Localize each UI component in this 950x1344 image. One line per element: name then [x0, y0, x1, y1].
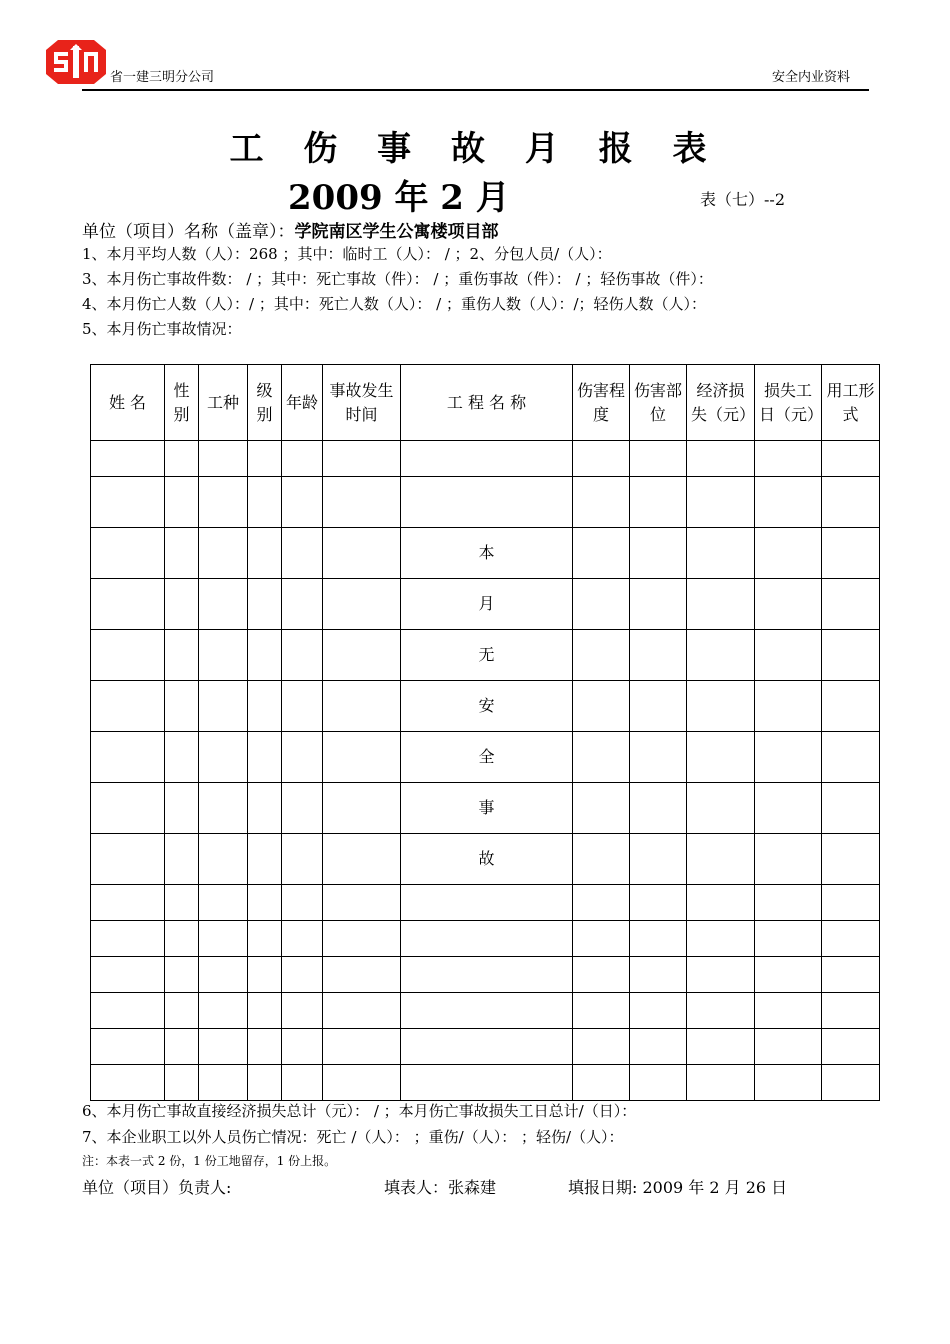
table-cell[interactable] — [282, 783, 323, 834]
table-row — [91, 1029, 880, 1065]
table-cell[interactable] — [199, 732, 248, 783]
table-cell[interactable] — [199, 1065, 248, 1101]
table-cell[interactable] — [755, 921, 822, 957]
table-cell[interactable] — [323, 441, 401, 477]
table-cell[interactable] — [282, 957, 323, 993]
unit-name: 学院南区学生公寓楼项目部 — [294, 222, 499, 242]
table-cell[interactable] — [199, 630, 248, 681]
no-accident-notice-char: 本 — [401, 528, 573, 579]
table-cell[interactable] — [282, 1029, 323, 1065]
table-cell[interactable] — [755, 630, 822, 681]
header-col-economic-loss: 经济损失（元） — [687, 365, 755, 441]
table-row — [91, 783, 880, 834]
header-col-gender: 性别 — [165, 365, 199, 441]
table-cell[interactable] — [248, 1065, 282, 1101]
table-cell[interactable] — [630, 1065, 687, 1101]
table-cell[interactable] — [573, 1029, 630, 1065]
table-cell[interactable] — [165, 477, 199, 528]
table-cell[interactable] — [573, 783, 630, 834]
table-cell[interactable] — [822, 681, 880, 732]
table-cell[interactable] — [822, 579, 880, 630]
summary-line-6: 6、本月伤亡事故直接经济损失总计（元）： / ；本月伤亡事故损失工日总计/（日）： — [82, 1102, 637, 1120]
table-cell[interactable] — [822, 993, 880, 1029]
table-cell[interactable] — [573, 885, 630, 921]
table-cell[interactable] — [282, 885, 323, 921]
table-cell[interactable] — [248, 957, 282, 993]
table-cell[interactable] — [755, 441, 822, 477]
table-cell[interactable] — [199, 681, 248, 732]
table-cell[interactable] — [573, 441, 630, 477]
table-row — [91, 477, 880, 528]
table-cell[interactable] — [687, 1029, 755, 1065]
table-cell[interactable] — [199, 885, 248, 921]
table-cell[interactable] — [91, 441, 165, 477]
table-cell[interactable] — [91, 681, 165, 732]
table-cell[interactable] — [687, 783, 755, 834]
table-cell[interactable] — [687, 732, 755, 783]
table-row — [91, 993, 880, 1029]
table-cell[interactable] — [165, 1029, 199, 1065]
table-cell[interactable] — [199, 579, 248, 630]
table-cell[interactable] — [199, 441, 248, 477]
table-cell[interactable] — [91, 528, 165, 579]
table-cell[interactable] — [755, 528, 822, 579]
header-divider — [82, 89, 869, 91]
header-col-accident-time: 事故发生时间 — [323, 365, 401, 441]
header-col-name: 姓 名 — [91, 365, 165, 441]
info-line-3: 3、本月伤亡事故件数： / ；其中：死亡事故（件）： / ；重伤事故（件）： / ；轻伤事故（件）： — [82, 270, 713, 288]
table-cell[interactable] — [248, 477, 282, 528]
table-cell[interactable] — [323, 630, 401, 681]
info-line-4: 4、本月伤亡人数（人）：/ ；其中：死亡人数（人）： / ；重伤人数（人）：/；轻伤人数（人）： — [82, 295, 707, 313]
header-col-project-name: 工 程 名 称 — [401, 365, 573, 441]
table-cell[interactable] — [630, 885, 687, 921]
table-cell[interactable] — [822, 885, 880, 921]
table-cell[interactable] — [630, 441, 687, 477]
document-category: 安全内业资料 — [772, 70, 851, 85]
table-cell[interactable] — [165, 528, 199, 579]
table-cell[interactable] — [630, 1029, 687, 1065]
table-cell[interactable] — [630, 681, 687, 732]
table-cell[interactable] — [248, 528, 282, 579]
table-cell[interactable] — [573, 630, 630, 681]
table-row — [91, 528, 880, 579]
table-cell[interactable] — [165, 681, 199, 732]
table-cell[interactable] — [822, 957, 880, 993]
table-cell[interactable] — [822, 1029, 880, 1065]
table-cell[interactable] — [822, 630, 880, 681]
table-cell[interactable] — [822, 783, 880, 834]
table-cell[interactable] — [91, 834, 165, 885]
table-cell[interactable] — [822, 441, 880, 477]
report-period: 2009 年 2 月 — [288, 178, 510, 218]
table-cell[interactable] — [822, 1065, 880, 1101]
table-cell[interactable] — [248, 921, 282, 957]
table-cell[interactable] — [91, 921, 165, 957]
table-cell[interactable] — [687, 681, 755, 732]
table-cell[interactable] — [282, 732, 323, 783]
table-cell[interactable] — [573, 834, 630, 885]
footnote: 注：本表一式 2 份，1 份工地留存，1 份上报。 — [82, 1154, 337, 1168]
table-cell[interactable] — [630, 528, 687, 579]
table-cell[interactable] — [755, 957, 822, 993]
table-cell[interactable] — [91, 783, 165, 834]
table-cell[interactable] — [248, 885, 282, 921]
table-cell[interactable] — [323, 732, 401, 783]
table-cell[interactable] — [630, 630, 687, 681]
table-cell[interactable] — [248, 732, 282, 783]
accident-table — [90, 364, 880, 1101]
table-cell[interactable] — [630, 993, 687, 1029]
no-accident-notice-char: 事 — [401, 783, 573, 834]
table-cell[interactable] — [91, 885, 165, 921]
table-cell[interactable] — [165, 732, 199, 783]
table-cell[interactable] — [755, 1065, 822, 1101]
table-cell[interactable] — [282, 681, 323, 732]
table-cell[interactable] — [573, 732, 630, 783]
table-cell[interactable] — [755, 477, 822, 528]
table-cell[interactable] — [91, 993, 165, 1029]
table-cell[interactable] — [199, 477, 248, 528]
company-logo — [44, 38, 108, 86]
table-cell[interactable] — [165, 957, 199, 993]
table-cell[interactable] — [401, 957, 573, 993]
table-cell[interactable] — [323, 477, 401, 528]
table-cell[interactable] — [755, 681, 822, 732]
table-cell[interactable] — [165, 1065, 199, 1101]
summary-line-7: 7、本企业职工以外人员伤亡情况：死亡 /（人）： ；重伤/（人）： ；轻伤/（人）： — [82, 1128, 624, 1146]
table-cell[interactable] — [687, 921, 755, 957]
table-cell[interactable] — [755, 579, 822, 630]
table-cell[interactable] — [91, 1065, 165, 1101]
table-cell[interactable] — [687, 630, 755, 681]
table-cell[interactable] — [573, 993, 630, 1029]
table-cell[interactable] — [822, 732, 880, 783]
table-cell[interactable] — [282, 477, 323, 528]
no-accident-notice-char: 无 — [401, 630, 573, 681]
table-cell[interactable] — [573, 477, 630, 528]
table-cell[interactable] — [687, 885, 755, 921]
table-header-row — [91, 365, 880, 441]
table-cell[interactable] — [323, 681, 401, 732]
table-cell[interactable] — [91, 957, 165, 993]
table-cell[interactable] — [199, 834, 248, 885]
no-accident-notice-char: 安 — [401, 681, 573, 732]
table-cell[interactable] — [687, 579, 755, 630]
table-cell[interactable] — [630, 579, 687, 630]
table-cell[interactable] — [248, 834, 282, 885]
table-cell[interactable] — [323, 528, 401, 579]
fill-date: 填报日期: 2009 年 2 月 26 日 — [568, 1178, 788, 1197]
header-col-grade: 级别 — [248, 365, 282, 441]
unit-label: 单位（项目）名称（盖章）： — [82, 222, 295, 242]
report-title: 工 伤 事 故 月 报 表 — [229, 129, 721, 169]
table-cell[interactable] — [165, 783, 199, 834]
no-accident-notice-char: 故 — [401, 834, 573, 885]
table-cell[interactable] — [248, 681, 282, 732]
table-cell[interactable] — [282, 834, 323, 885]
table-cell[interactable] — [687, 1065, 755, 1101]
table-cell[interactable] — [199, 528, 248, 579]
table-cell[interactable] — [165, 921, 199, 957]
table-cell[interactable] — [687, 528, 755, 579]
table-cell[interactable] — [248, 630, 282, 681]
table-cell[interactable] — [822, 834, 880, 885]
header-col-injury-degree: 伤害程度 — [573, 365, 630, 441]
table-cell[interactable] — [165, 993, 199, 1029]
table-row — [91, 921, 880, 957]
table-row — [91, 834, 880, 885]
table-cell[interactable] — [755, 885, 822, 921]
table-cell[interactable] — [323, 834, 401, 885]
table-cell[interactable] — [282, 630, 323, 681]
table-cell[interactable] — [630, 957, 687, 993]
company-name: 省一建三明分公司 — [110, 70, 215, 85]
table-cell[interactable] — [687, 993, 755, 1029]
table-cell[interactable] — [687, 441, 755, 477]
table-cell[interactable] — [573, 957, 630, 993]
responsible-person: 单位（项目）负责人: — [82, 1178, 232, 1197]
table-cell[interactable] — [91, 1029, 165, 1065]
table-cell[interactable] — [199, 957, 248, 993]
table-cell[interactable] — [755, 993, 822, 1029]
table-cell[interactable] — [248, 1029, 282, 1065]
table-cell[interactable] — [165, 441, 199, 477]
table-cell[interactable] — [755, 834, 822, 885]
table-cell[interactable] — [199, 783, 248, 834]
table-cell[interactable] — [165, 579, 199, 630]
header-col-employment-form: 用工形式 — [822, 365, 880, 441]
header-col-trade: 工种 — [199, 365, 248, 441]
header-col-age: 年龄 — [282, 365, 323, 441]
table-cell[interactable] — [248, 993, 282, 1029]
table-row — [91, 1065, 880, 1101]
unit-line — [82, 217, 499, 242]
table-cell[interactable] — [165, 630, 199, 681]
table-cell[interactable] — [248, 783, 282, 834]
table-cell[interactable] — [687, 957, 755, 993]
table-row — [91, 681, 880, 732]
table-cell[interactable] — [401, 993, 573, 1029]
table-cell[interactable] — [687, 477, 755, 528]
table-cell[interactable] — [401, 441, 573, 477]
table-cell[interactable] — [323, 921, 401, 957]
table-cell[interactable] — [573, 528, 630, 579]
info-line-1: 1、本月平均人数（人）：268 ；其中：临时工（人）： / ；2、分包人员/（人）： — [82, 245, 612, 263]
header-col-injury-part: 伤害部位 — [630, 365, 687, 441]
table-cell[interactable] — [91, 732, 165, 783]
table-cell[interactable] — [282, 921, 323, 957]
table-cell[interactable] — [282, 579, 323, 630]
table-cell[interactable] — [755, 732, 822, 783]
table-row — [91, 957, 880, 993]
table-cell[interactable] — [323, 993, 401, 1029]
table-cell[interactable] — [573, 921, 630, 957]
table-cell[interactable] — [755, 783, 822, 834]
table-cell[interactable] — [199, 1029, 248, 1065]
table-cell[interactable] — [401, 1029, 573, 1065]
table-row — [91, 579, 880, 630]
table-cell[interactable] — [323, 957, 401, 993]
table-cell[interactable] — [401, 477, 573, 528]
table-cell[interactable] — [282, 1065, 323, 1101]
table-cell[interactable] — [630, 834, 687, 885]
table-row — [91, 630, 880, 681]
table-row — [91, 441, 880, 477]
table-cell[interactable] — [630, 783, 687, 834]
table-cell[interactable] — [822, 921, 880, 957]
table-row — [91, 732, 880, 783]
table-cell[interactable] — [822, 477, 880, 528]
form-filler: 填表人：张森建 — [384, 1178, 497, 1197]
table-cell[interactable] — [165, 834, 199, 885]
table-cell[interactable] — [687, 834, 755, 885]
table-cell[interactable] — [91, 579, 165, 630]
table-cell[interactable] — [573, 579, 630, 630]
info-line-5: 5、本月伤亡事故情况： — [82, 320, 242, 338]
table-cell[interactable] — [401, 885, 573, 921]
table-cell[interactable] — [630, 921, 687, 957]
table-cell[interactable] — [91, 630, 165, 681]
table-cell[interactable] — [401, 1065, 573, 1101]
form-number: 表（七）--2 — [700, 190, 785, 209]
table-cell[interactable] — [573, 1065, 630, 1101]
table-cell[interactable] — [323, 783, 401, 834]
table-cell[interactable] — [248, 441, 282, 477]
table-cell[interactable] — [630, 477, 687, 528]
table-cell[interactable] — [199, 921, 248, 957]
table-cell[interactable] — [573, 681, 630, 732]
table-cell[interactable] — [282, 993, 323, 1029]
table-cell[interactable] — [323, 885, 401, 921]
table-row — [91, 885, 880, 921]
table-cell[interactable] — [165, 885, 199, 921]
header-col-lost-workdays: 损失工日（元） — [755, 365, 822, 441]
table-cell[interactable] — [199, 993, 248, 1029]
table-cell[interactable] — [755, 1029, 822, 1065]
table-cell[interactable] — [91, 477, 165, 528]
table-cell[interactable] — [822, 528, 880, 579]
table-cell[interactable] — [323, 1029, 401, 1065]
table-cell[interactable] — [323, 1065, 401, 1101]
no-accident-notice-char: 全 — [401, 732, 573, 783]
table-cell[interactable] — [401, 921, 573, 957]
table-cell[interactable] — [282, 441, 323, 477]
no-accident-notice-char: 月 — [401, 579, 573, 630]
table-cell[interactable] — [323, 579, 401, 630]
table-cell[interactable] — [282, 528, 323, 579]
table-cell[interactable] — [630, 732, 687, 783]
table-cell[interactable] — [248, 579, 282, 630]
